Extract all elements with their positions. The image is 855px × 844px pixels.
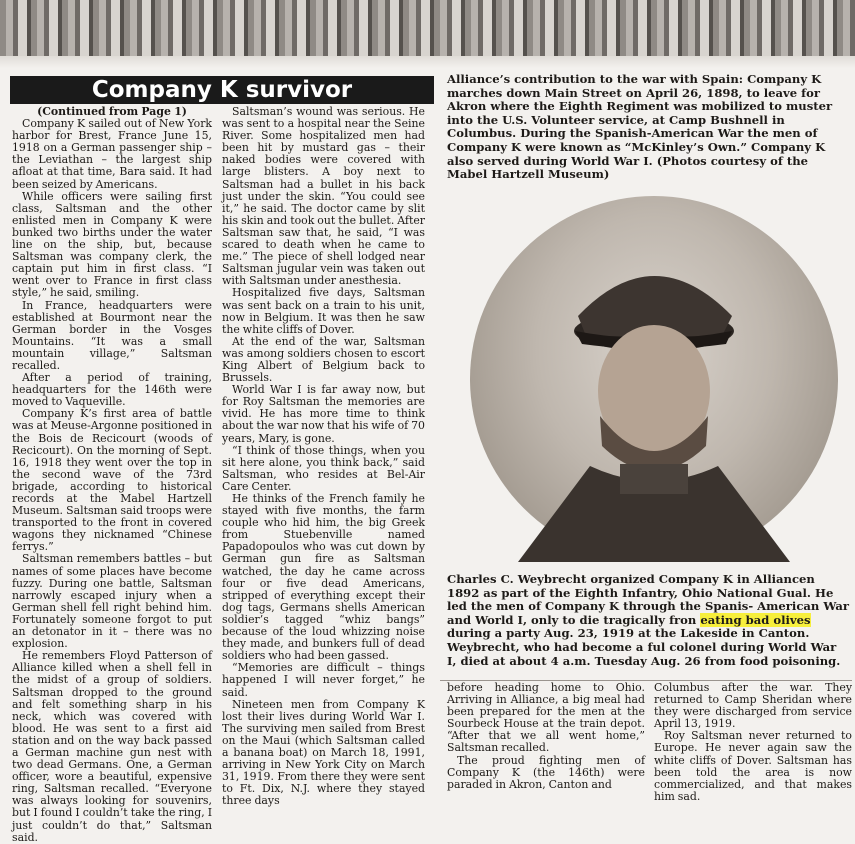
paragraph: Columbus after the war. They returned to Camp Sheridan where they were discharged from service April 13, 1919.: [654, 681, 852, 731]
article-column-3: [447, 681, 645, 791]
paragraph: Nineteen men from Company K lost their lives during World War I. The surviving men sailed from Brest on the Maui (which Saltsman called a banana boat) on March 18, 1991, arriving in New York City on March 31, 1919. From there they were sent to Ft. Dix, N.J. where they stayed three days: [222, 697, 425, 808]
paragraph: Saltsman remembers battles – but names of some places have become fuzzy. During one battle, Saltsman narrowly escaped injury when a German shell fell right behind him. Fortunately someone forgot to put an detonator in it – there was no explosion.: [12, 552, 212, 651]
paragraph: He remembers Floyd Patterson of Alliance killed when a shell fell in the midst of a group of soldiers. Saltsman dropped to the ground and felt something sharp in his neck, which was covered with blood. He was sent to a first aid station and on the way back passed a German machine gun nest with two dead Germans. One, a German officer, wore a beautiful, expensive ring, Saltsman recalled. “Everyone was always looking for souvenirs, but I found I couldn’t take the ring, I just couldn’t do that,” Saltsman said.: [12, 649, 212, 844]
article-column-4: [654, 681, 852, 803]
paragraph: before heading home to Ohio. Arriving in Alliance, a big meal had been prepared for the men at the Sourbeck House at the train depot. “After that we all went home,” Saltsman recalled.: [447, 681, 645, 755]
paragraph: The proud fighting men of Company K (the 146th) were paraded in Akron, Canton and: [447, 753, 645, 791]
highlighted-text: eating bad olives: [700, 612, 811, 627]
paragraph: In France, headquarters were established at Bourmont near the German border in the Vosges Mountains. “It was a small mountain village,” Saltsman recalled.: [12, 298, 212, 372]
article-column-1: [12, 105, 212, 844]
article-headline: Company K survivor: [10, 76, 434, 104]
portrait-caption: [447, 573, 849, 671]
portrait-photo: [470, 196, 838, 562]
caption-text: during a party Aug. 23, 1919 at the Lakeside in Canton. Weybrecht, who had become a ful colonel during World War I, died at about 4 a.m. Tuesday Aug. 26 from food poisoning.: [447, 626, 841, 668]
paragraph: At the end of the war, Saltsman was among soldiers chosen to escort King Albert of Belgium back to Brussels.: [222, 334, 425, 385]
paragraph: After a period of training, headquarters for the 146th were moved to Vaqueville.: [12, 371, 212, 409]
continued-note: (Continued from Page 1): [37, 105, 187, 118]
paragraph: Company K sailed out of New York harbor for Brest, France June 15, 1918 on a German passenger ship – the Leviathan – the largest ship afloat at that time, Bara said. It had been seized by Americans.: [12, 117, 212, 191]
article-column-2: [222, 105, 425, 808]
paragraph: While officers were sailing first class, Saltsman and the other enlisted men in Company K were bunked two births under the water line on the ship, but, because Saltsman was company clerk, the captain put him in first class. “I went over to France in first class style,” he said, smiling.: [12, 189, 212, 300]
caption-text: Charles C. Weybrecht organized Company K in Alliancen 1892 as part of the Eighth Infantry, Ohio National Gual. He led the men of Company K through the Spanis- American War and World I, only to die tragically fron: [447, 572, 849, 627]
top-photo-caption: Alliance’s contribution to the war with Spain: Company K marches down Main Street on April 26, 1898, to leave for Akron where the Eighth Regiment was mobilized to muster into the U.S. Volunteer service, at Camp Bushnell in Columbus. During the Spanish-American War the men of Company K were known as “McKinley’s Own.” Company K also served during World War I. (Photos courtesy of the Mabel Hartzell Museum): [447, 72, 833, 182]
paragraph: “I think of those things, when you sit here alone, you think back,” said Saltsman, who resides at Bel-Air Care Center.: [222, 443, 425, 493]
paragraph: He thinks of the French family he stayed with five months, the farm couple who hid him, the big Greek from Stuebenville named Papadopoulos who was cut down by German gun fire as Saltsman watched, the day he came across four or five dead Americans, stripped of everything except their dog tags, Germans shells American soldier’s tagged “whiz bangs” because of the loud whizzing noise they made, and bunkers full of dead soldiers who had been gassed.: [222, 492, 425, 663]
portrait-icon: [470, 196, 838, 562]
paragraph: Hospitalized five days, Saltsman was sent back on a train to his unit, now in Belgium. It was then he saw the white cliffs of Dover.: [222, 286, 425, 336]
paragraph: Roy Saltsman never returned to Europe. He never again saw the white cliffs of Dover. Saltsman has been told the area is now commercialized, and that makes him sad.: [654, 729, 852, 803]
paragraph: Saltsman’s wound was serious. He was sent to a hospital near the Seine River. Some hospitalized men had been hit by mustard gas – their naked bodies were covered with large blisters. A boy next to Saltsman had a bullet in his back just under the skin. “You could see it,” he said. The doctor came by slit his skin and took out the bullet. After Saltsman saw that, he said, “I was scared to death when he came to me.” The piece of shell lodged near Saltsman jugular vein was taken out with Saltsman under anesthesia.: [222, 105, 425, 288]
paragraph: World War I is far away now, but for Roy Saltsman the memories are vivid. He has more time to think about the war now that his wife of 70 years, Mary, is gone.: [222, 383, 425, 445]
paragraph: Company K’s first area of battle was at Meuse-Argonne positioned in the Bois de Recicourt (woods of Recicourt). On the morning of Sept. 16, 1918 they went over the top in the second wave of the 73rd brigade, according to historical records at the Mabel Hartzell Museum. Saltsman said troops were transported to the front in covered wagons they nicknamed “Chinese ferrys.”: [12, 407, 212, 554]
masthead-banner-image: [0, 0, 855, 68]
paragraph: “Memories are difficult – things happened I will never forget,” he said.: [222, 661, 425, 699]
